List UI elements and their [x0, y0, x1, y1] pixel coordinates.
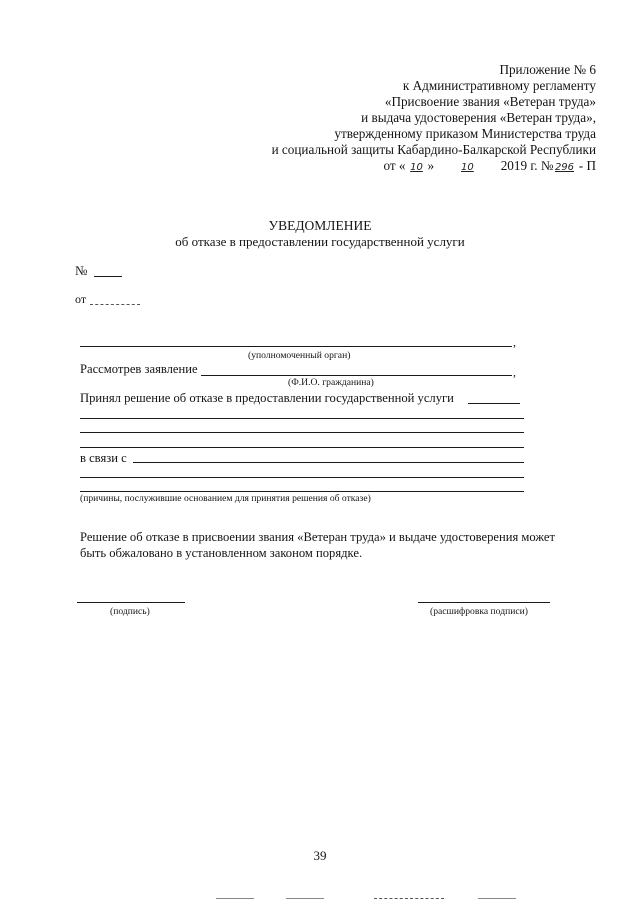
scan-artifact-line-3: [374, 898, 444, 899]
decision-field[interactable]: [468, 403, 520, 404]
number-label: №: [75, 263, 88, 278]
appeal-notice-line2: быть обжаловано в установленном законом порядке.: [80, 546, 363, 560]
page-number: 39: [313, 848, 327, 863]
fio-caption: (Ф.И.О. гражданина): [288, 377, 374, 388]
order-ref-line1: утвержденному приказом Министерства труда: [334, 126, 596, 141]
reason-line-2[interactable]: [80, 491, 524, 492]
order-number-handwritten: 296: [554, 162, 575, 173]
signature-caption: (подпись): [110, 606, 150, 617]
decision-line-1[interactable]: [80, 418, 524, 419]
reason-label: в связи с: [80, 451, 127, 465]
scan-artifact-line-4: [478, 898, 516, 899]
date-month-handwritten: 10: [461, 162, 474, 173]
reason-field[interactable]: [133, 462, 524, 463]
regulation-ref: к Административному регламенту: [402, 78, 596, 93]
decision-label: Принял решение об отказе в предоставлении государственной услуги: [80, 391, 454, 405]
signature-decode-field[interactable]: [418, 602, 550, 603]
appendix-number: Приложение № 6: [499, 62, 596, 77]
applicant-comma: ,: [513, 365, 516, 379]
decision-line-3[interactable]: [80, 447, 524, 448]
from-label: от: [75, 292, 87, 306]
reason-line-1[interactable]: [80, 477, 524, 478]
document-subtitle: об отказе в предоставлении государственной услуги: [175, 234, 465, 249]
signature-decode-caption: (расшифровка подписи): [430, 606, 528, 617]
appeal-notice-line1: Решение об отказе в присвоении звания «Ветеран труда» и выдаче удостоверения может: [80, 530, 555, 544]
applicant-field[interactable]: [201, 375, 512, 376]
order-ref-line2: и социальной защиты Кабардино-Балкарской Республики: [271, 142, 596, 157]
document-title: УВЕДОМЛЕНИЕ: [268, 218, 372, 233]
decision-line-2[interactable]: [80, 432, 524, 433]
from-field[interactable]: [90, 304, 140, 305]
signature-field[interactable]: [77, 602, 185, 603]
reasons-caption: (причины, послужившие основанием для принятия решения об отказе): [80, 493, 371, 504]
scan-artifact-line-2: [286, 898, 324, 899]
order-suffix: - П: [578, 158, 596, 173]
date-day-handwritten: 10: [410, 162, 423, 173]
date-mid: »: [427, 158, 435, 173]
date-prefix: от «: [383, 158, 406, 173]
organ-comma: ,: [513, 335, 516, 349]
scan-artifact-line-1: [216, 898, 254, 899]
regulation-title-line2: и выдача удостоверения «Ветеран труда»,: [361, 110, 596, 125]
number-field[interactable]: [94, 276, 122, 277]
regulation-title-line1: «Присвоение звания «Ветеран труда»: [384, 94, 596, 109]
organ-caption: (уполномоченный орган): [248, 350, 351, 361]
appendix-header: [176, 62, 596, 174]
organ-field[interactable]: [80, 346, 512, 347]
date-year: 2019 г. №: [500, 158, 554, 173]
order-date-line: [176, 158, 596, 174]
reviewed-label: Рассмотрев заявление: [80, 362, 198, 376]
